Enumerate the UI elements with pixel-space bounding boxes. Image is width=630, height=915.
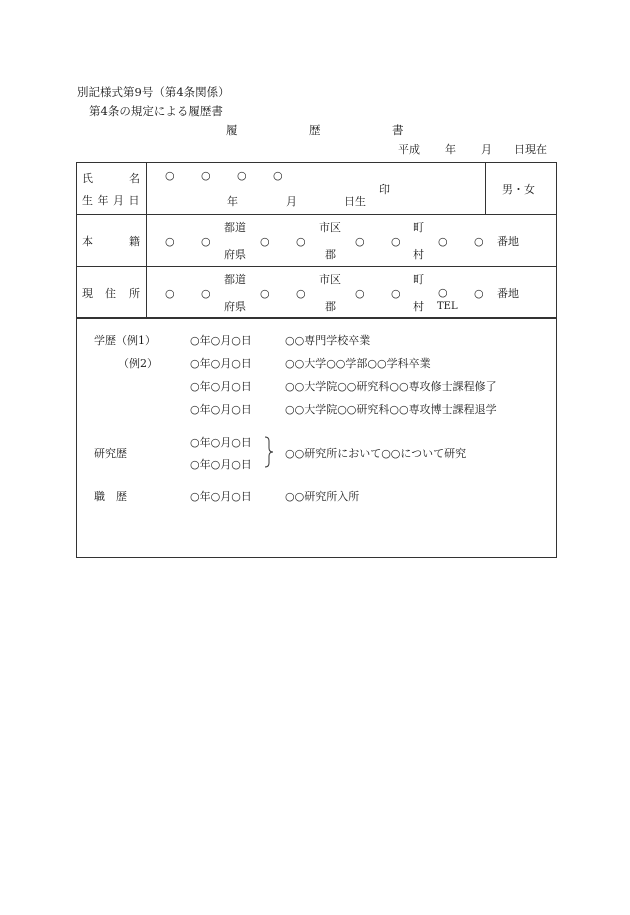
birth-year-unit: 年 (227, 195, 238, 208)
name-circle: ○ (273, 169, 283, 182)
prefecture-top-unit: 都道 (224, 221, 246, 234)
address-label-char: 住 (105, 287, 116, 300)
title-char: 書 (392, 123, 404, 137)
research-label: 研究歴 (94, 447, 127, 460)
honseki-circle: ○ (438, 235, 448, 248)
gender-column-divider (485, 162, 486, 214)
education-date: ○年○月○日 (190, 380, 252, 393)
honseki-circle: ○ (260, 235, 270, 248)
address-circle: ○ (474, 287, 484, 300)
education-entry: ○○大学院○○研究科○○専攻修士課程修了 (285, 380, 497, 393)
research-entry: ○○研究所において○○について研究 (285, 447, 467, 460)
title-char: 履 (226, 123, 238, 137)
education-label-example2: （例2） (118, 357, 158, 370)
form-subtitle: 第4条の規定による履歴書 (89, 104, 223, 118)
address-circle: ○ (260, 287, 270, 300)
prefecture-bottom-unit: 府県 (224, 300, 246, 313)
address-circle: ○ (391, 287, 401, 300)
education-label: 学歴（例1） (94, 334, 156, 347)
honseki-label-char: 籍 (129, 235, 140, 248)
education-entry: ○○専門学校卒業 (285, 334, 371, 347)
honseki-circle: ○ (296, 235, 306, 248)
honseki-circle: ○ (391, 235, 401, 248)
education-date: ○年○月○日 (190, 403, 252, 416)
title-char: 歴 (309, 123, 321, 137)
county-unit: 郡 (325, 248, 336, 261)
address-label-char: 所 (129, 287, 140, 300)
form-reference: 別記様式第9号（第4条関係） (77, 85, 230, 99)
address-circle: ○ (201, 287, 211, 300)
county-unit: 郡 (325, 300, 336, 313)
label-column-divider (146, 162, 147, 318)
birthdate-label: 生 年 月 日 (82, 194, 140, 207)
prefecture-bottom-unit: 府県 (224, 248, 246, 261)
prefecture-top-unit: 都道 (224, 273, 246, 286)
education-entry: ○○大学院○○研究科○○専攻博士課程退学 (285, 403, 497, 416)
city-top-unit: 市区 (319, 273, 341, 286)
honseki-circle: ○ (201, 235, 211, 248)
brace-icon (264, 436, 274, 468)
work-label: 職 歴 (94, 490, 127, 503)
city-top-unit: 市区 (319, 221, 341, 234)
town-unit: 町 (413, 221, 424, 234)
address-circle: ○ (438, 286, 448, 299)
birth-day-unit: 日生 (344, 195, 366, 208)
name-circle: ○ (165, 169, 175, 182)
year-label: 年 (445, 143, 456, 156)
tel-label: TEL (437, 301, 458, 312)
town-unit: 町 (413, 273, 424, 286)
research-end-date: ○年○月○日 (190, 458, 252, 471)
honseki-circle: ○ (355, 235, 365, 248)
education-entry: ○○大学○○学部○○学科卒業 (285, 357, 431, 370)
research-start-date: ○年○月○日 (190, 436, 252, 449)
row-divider (76, 266, 557, 267)
education-date: ○年○月○日 (190, 357, 252, 370)
address-circle: ○ (165, 287, 175, 300)
banchi-label: 番地 (497, 235, 519, 248)
seal-mark: 印 (379, 183, 390, 196)
address-circle: ○ (296, 287, 306, 300)
gender-field: 男・女 (502, 183, 535, 196)
era-label: 平成 (398, 143, 420, 156)
name-label-char: 氏 (82, 172, 93, 185)
work-date: ○年○月○日 (190, 490, 252, 503)
address-circle: ○ (355, 287, 365, 300)
work-entry: ○○研究所入所 (285, 490, 360, 503)
row-divider (76, 214, 557, 215)
address-label-char: 現 (82, 287, 93, 300)
honseki-label-char: 本 (82, 235, 93, 248)
honseki-circle: ○ (165, 235, 175, 248)
birth-month-unit: 月 (286, 195, 297, 208)
village-unit: 村 (413, 300, 424, 313)
name-circle: ○ (237, 169, 247, 182)
honseki-circle: ○ (474, 235, 484, 248)
name-label-char: 名 (129, 172, 140, 185)
name-circle: ○ (201, 169, 211, 182)
education-date: ○年○月○日 (190, 334, 252, 347)
village-unit: 村 (413, 248, 424, 261)
day-current-label: 日現在 (514, 143, 547, 156)
banchi-label: 番地 (497, 287, 519, 300)
month-label: 月 (481, 143, 492, 156)
history-box (76, 318, 557, 558)
